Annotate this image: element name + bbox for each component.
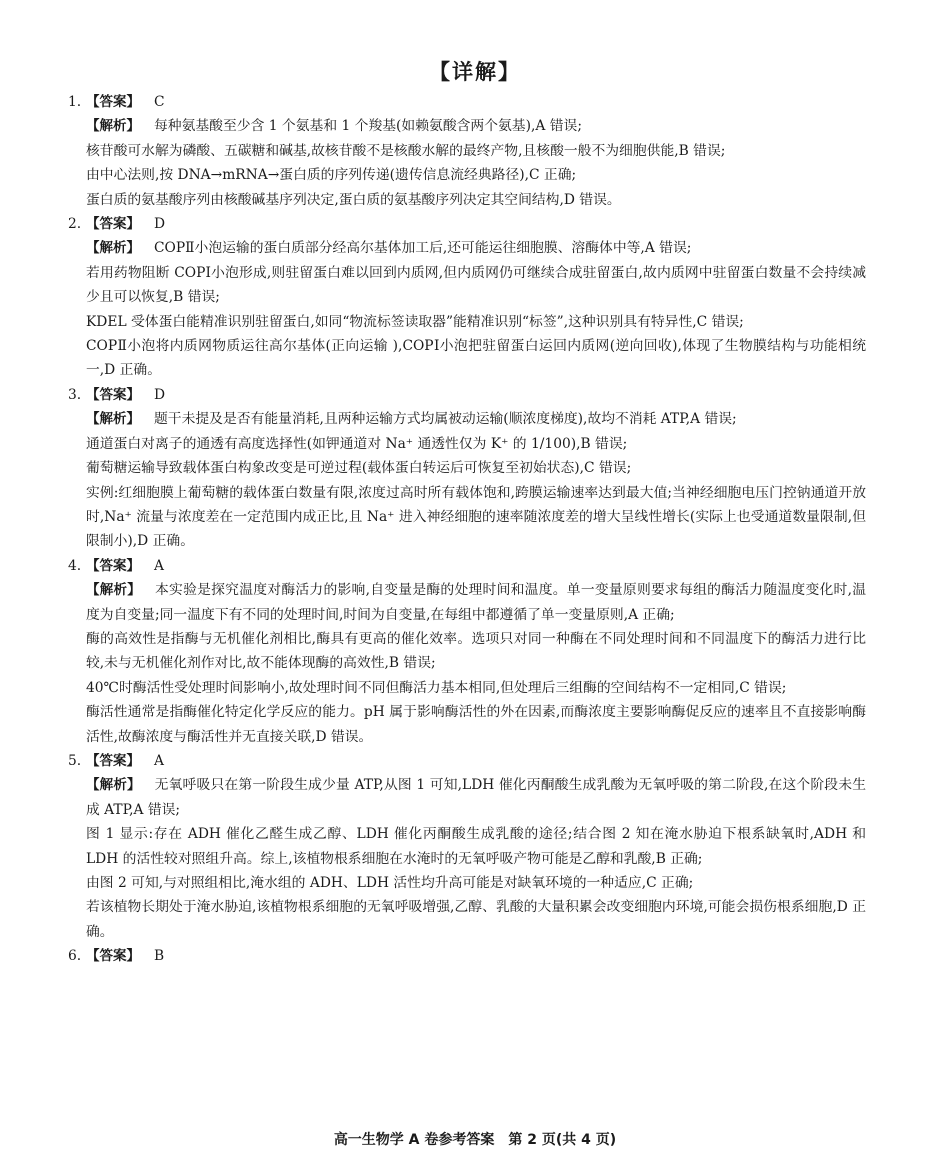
answer-value: A	[154, 752, 164, 769]
explanation-paragraph	[86, 578, 866, 627]
explanation-paragraph	[86, 114, 866, 138]
explanation-paragraph: 由图 2 可知,与对照组相比,淹水组的 ADH、LDH 活性均升高可能是对缺氧环境的一种适应,C 正确;	[86, 875, 694, 891]
explanation-paragraph	[86, 236, 866, 260]
question-number: 2.	[68, 216, 82, 233]
question-block	[68, 90, 866, 212]
page-footer: 高一生物学 A 卷参考答案 第 2 页(共 4 页)	[333, 1132, 617, 1148]
question-block	[68, 554, 866, 749]
answer-label: 【答案】	[86, 94, 140, 110]
question-number: 1.	[68, 94, 82, 110]
answer-value: D	[154, 216, 166, 233]
answer-line	[68, 383, 866, 407]
question-number: 6.	[68, 948, 82, 965]
answer-value: B	[154, 948, 165, 965]
answer-value: D	[154, 386, 166, 403]
explanation-paragraph: 图 1 显示:存在 ADH 催化乙醛生成乙醇、LDH 催化丙酮酸生成乳酸的途径;结合图 2 知在淹水胁迫下根系缺氧时,ADH 和 LDH 的活性较对照组升高。综上,该植物根系细胞在水淹时的无氧呼吸产物可能是乙醇和乳酸,B 正确;	[86, 826, 866, 867]
explanation-text: 每种氨基酸至少含 1 个氨基和 1 个羧基(如赖氨酸含两个氨基),A 错误;	[154, 118, 582, 135]
explanation-paragraph: 核苷酸可水解为磷酸、五碳糖和碱基,故核苷酸不是核酸水解的最终产物,且核酸一般不为细胞供能,B 错误;	[86, 142, 726, 159]
explanation-paragraph: 40℃时酶活性受处理时间影响小,故处理时间不同但酶活力基本相同,但处理后三组酶的空间结构不一定相同,C 错误;	[86, 679, 787, 696]
question-block	[68, 749, 867, 944]
question-block	[68, 212, 866, 383]
explanation-text: COPⅡ小泡运输的蛋白质部分经高尔基体加工后,还可能运往细胞膜、溶酶体中等,A 错误;	[154, 240, 692, 257]
explanation-paragraph	[86, 773, 866, 822]
explanation-text: 本实验是探究温度对酶活力的影响,自变量是酶的处理时间和温度。单一变量原则要求每组的酶活力随温度变化时,温度为自变量;同一温度下有不同的处理时间,时间为自变量,在每组中都遵循了单一变量原则,A 正确;	[86, 582, 866, 623]
explanation-text: 无氧呼吸只在第一阶段生成少量 ATP,从图 1 可知,LDH 催化丙酮酸生成乳酸为无氧呼吸的第二阶段,在这个阶段未生成 ATP,A 错误;	[86, 777, 867, 818]
question-block	[68, 944, 866, 968]
question-block	[68, 383, 866, 554]
explanation-label: 【解析】	[86, 777, 141, 794]
explanation-paragraph: 由中心法则,按 DNA→mRNA→蛋白质的序列传递(遗传信息流经典路径),C 正确;	[86, 167, 577, 184]
explanation-paragraph: 酶活性通常是指酶催化特定化学反应的能力。pH 属于影响酶活性的外在因素,而酶浓度主要影响酶促反应的速率且不直接影响酶活性,故酶浓度与酶活性并无直接关联,D 错误。	[86, 704, 866, 745]
explanation-label: 【解析】	[86, 582, 141, 599]
explanation-paragraph: 酶的高效性是指酶与无机催化剂相比,酶具有更高的催化效率。选项只对同一种酶在不同处理时间和不同温度下的酶活力进行比较,未与无机催化剂作对比,故不能体现酶的高效性,B 错误;	[86, 630, 866, 672]
explanation-paragraph: 若用药物阻断 COPⅠ小泡形成,则驻留蛋白难以回到内质网,但内质网仍可继续合成驻留蛋白,故内质网中驻留蛋白数量不会持续减少且可以恢复,B 错误;	[86, 264, 866, 306]
answer-line	[68, 749, 866, 773]
answer-label: 【答案】	[86, 557, 140, 574]
answer-line	[68, 90, 866, 114]
explanation-label: 【解析】	[86, 240, 140, 257]
explanation-paragraph: 若该植物长期处于淹水胁迫,该植物根系细胞的无氧呼吸增强,乙醇、乳酸的大量积累会改变细胞内环境,可能会损伤根系细胞,D 正确。	[86, 899, 866, 940]
answer-value: A	[154, 557, 164, 574]
answer-label: 【答案】	[86, 386, 140, 403]
answer-line	[68, 944, 866, 968]
question-number: 3.	[68, 386, 82, 403]
explanation-paragraph: KDEL 受体蛋白能精准识别驻留蛋白,如同“物流标签读取器”能精准识别“标签”,这种识别具有特异性,C 错误;	[86, 313, 744, 330]
explanation-label: 【解析】	[86, 118, 140, 135]
explanation-text: 题干未提及是否有能量消耗,且两种运输方式均属被动运输(顺浓度梯度),故均不消耗 ATP,A 错误;	[154, 411, 737, 428]
answer-line	[68, 554, 866, 578]
answer-label: 【答案】	[86, 948, 140, 965]
answer-line	[68, 212, 866, 236]
explanation-paragraph: COPⅡ小泡将内质网物质运往高尔基体(正向运输 ),COPⅠ小泡把驻留蛋白运回内质网(逆向回收),体现了生物膜结构与功能相统一,D 正确。	[86, 338, 866, 379]
explanation-paragraph: 实例:红细胞膜上葡萄糖的载体蛋白数量有限,浓度过高时所有载体饱和,跨膜运输速率达到最大值;当神经细胞电压门控钠通道开放时,Na⁺ 流量与浓度差在一定范围内成正比,且 Na⁺ 进入神经细胞的速率随浓度差的增大呈线性增长(实际上也受通道数量限制,但限制小),D 正确。	[86, 484, 866, 550]
question-number: 4.	[68, 557, 82, 574]
answer-content	[68, 90, 867, 969]
question-number: 5.	[68, 752, 82, 769]
explanation-paragraph: 葡萄糖运输导致载体蛋白构象改变是可逆过程(载体蛋白转运后可恢复至初始状态),C 错误;	[86, 460, 632, 477]
explanation-label: 【解析】	[86, 411, 140, 428]
answer-value: C	[154, 94, 165, 110]
explanation-paragraph	[86, 407, 866, 431]
answer-label: 【答案】	[86, 752, 140, 769]
page-title: 【详解】	[429, 60, 521, 84]
answer-label: 【答案】	[86, 216, 140, 233]
explanation-paragraph: 通道蛋白对离子的通透有高度选择性(如钾通道对 Na⁺ 通透性仅为 K⁺ 的 1/100),B 错误;	[86, 435, 628, 452]
explanation-paragraph: 蛋白质的氨基酸序列由核酸碱基序列决定,蛋白质的氨基酸序列决定其空间结构,D 错误。	[86, 191, 621, 208]
